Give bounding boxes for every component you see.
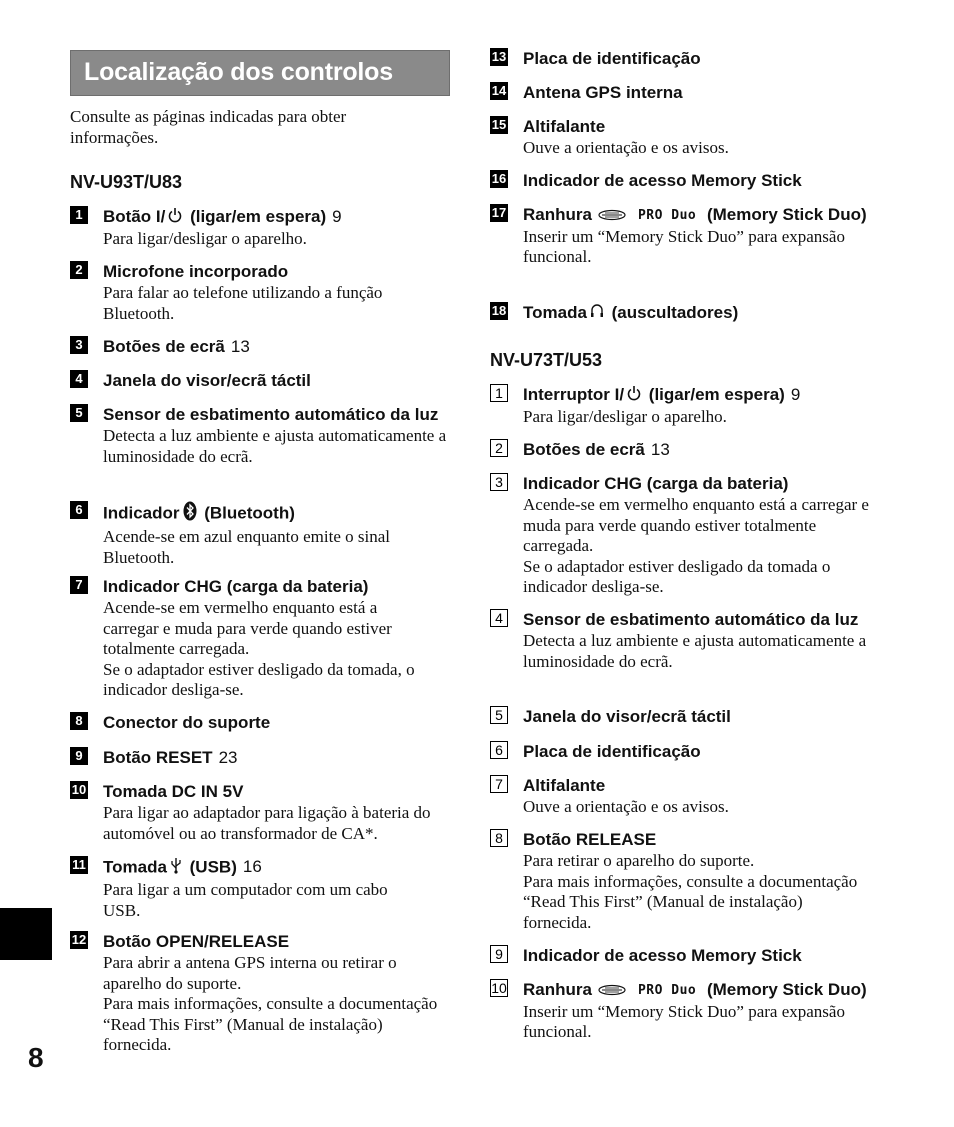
model-a-item-10: 10 Tomada DC IN 5V Para ligar ao adaptador para ligação à bateria do automóvel ou ao transformador de CA*.: [70, 781, 455, 844]
model-a-item-3: 3 Botões de ecrã 13: [70, 336, 420, 358]
item-heading: Botão OPEN/RELEASE: [103, 932, 290, 951]
model-a-item-4: [70, 370, 420, 392]
model-a-item-11: 11 Tomada (USB) 16 Para ligar a um computador com um cabo USB.: [70, 856, 420, 921]
power-icon: [168, 207, 182, 229]
item-number: 15: [491, 117, 507, 132]
item-heading: Placa de identificação: [523, 49, 701, 68]
model-a-item-16: [490, 170, 840, 192]
item-number: 5: [70, 404, 88, 422]
item-heading: Botão RELEASE: [523, 830, 657, 849]
page-ref: 9: [790, 385, 801, 404]
page-ref: 13: [230, 337, 250, 356]
item-heading: Janela do visor/ecrã táctil: [523, 707, 731, 726]
item-heading: Placa de identificação: [523, 742, 701, 761]
model-b-item-6: [490, 741, 840, 763]
section-title: Localização dos controlos: [84, 58, 393, 86]
item-number: 7: [70, 576, 88, 594]
bluetooth-icon: [183, 501, 197, 527]
model-a-title: NV-U93T/U83: [70, 172, 183, 192]
pro-duo-logo: PRO Duo: [637, 207, 697, 223]
pro-duo-logo: PRO Duo: [637, 982, 697, 998]
model-b-item-2: 2 Botões de ecrã 13: [490, 439, 840, 461]
section-title-bar: [70, 50, 450, 96]
item-heading: Indicador de acesso Memory Stick: [523, 946, 802, 965]
item-number: 2: [490, 439, 508, 457]
model-b-item-10: 10 Ranhura PRO Duo (Memory Stick Duo) Inserir um “Memory Stick Duo” para expansão funcional.: [491, 980, 867, 1042]
item-number: 4: [70, 370, 88, 388]
item-heading: Indicador CHG (carga da bateria): [523, 474, 789, 493]
page-ref: 23: [218, 748, 238, 767]
item-heading: Altifalante: [523, 117, 606, 136]
model-a-item-6: 6 Indicador (Bluetooth) Acende-se em azul enquanto emite o sinal Bluetooth.: [70, 501, 420, 568]
item-heading: Sensor de esbatimento automático da luz: [103, 405, 439, 424]
item-number: 9: [70, 747, 88, 765]
page-number: 8: [28, 1042, 44, 1073]
model-a-item-17: 17 Ranhura PRO Duo (Memory Stick Duo) Inserir um “Memory Stick Duo” para expansão funcional.: [491, 205, 867, 267]
item-number: 3: [70, 336, 88, 354]
item-number: 8: [490, 829, 508, 847]
model-a-item-13: [490, 48, 840, 70]
item-heading: Tomada DC IN 5V: [103, 782, 244, 801]
item-number: 12: [71, 932, 87, 947]
item-heading: Microfone incorporado: [103, 262, 289, 281]
page-ref: 13: [650, 440, 670, 459]
intro-text: Consulte as páginas indicadas para obter informações.: [70, 107, 347, 147]
item-number: 16: [491, 171, 507, 186]
item-number: 17: [491, 205, 507, 220]
power-icon: [627, 385, 641, 407]
item-number: 18: [491, 303, 507, 318]
item-number: 11: [70, 856, 88, 874]
memory-stick-icon: [598, 980, 626, 1002]
model-a-item-8: [70, 712, 420, 734]
model-a-item-9: 9 Botão RESET 23: [70, 747, 420, 769]
item-number: 13: [491, 49, 507, 64]
headphones-icon: [590, 303, 604, 325]
item-number: 9: [490, 945, 508, 963]
model-a-item-5: 5 Sensor de esbatimento automático da luz Detecta a luz ambiente e ajusta automaticamente a luminosidade do ecrã.: [70, 404, 455, 467]
model-b-item-9: [490, 945, 840, 967]
item-number: 6: [490, 741, 508, 759]
model-b-title: NV-U73T/U53: [490, 350, 603, 370]
section-tab-marker: [0, 908, 52, 960]
item-number: 1: [70, 206, 88, 224]
item-heading: Indicador de acesso Memory Stick: [523, 171, 802, 190]
model-b-item-3: 3 Indicador CHG (carga da bateria) Acende-se em vermelho enquanto está a carregar e muda para verde quando estiver totalmente carregada. Se o adaptador estiver desligado da tomada o indicador desliga-se.: [490, 473, 875, 598]
item-number: 5: [490, 706, 508, 724]
model-a-item-18: 18 Tomada (auscultadores): [490, 302, 840, 325]
model-a-item-12: 12 Botão OPEN/RELEASE Para abrir a antena GPS interna ou retirar o aparelho do suporte. Para mais informações, consulte a documentação “Read This First” (Manual de instalação) fornecida.: [70, 931, 455, 1056]
model-b-item-5: [490, 706, 840, 728]
model-a-item-1: 1 Botão I/ (ligar/em espera) 9 Para ligar/desligar o aparelho.: [70, 206, 420, 249]
item-heading: Janela do visor/ecrã táctil: [103, 371, 311, 390]
item-number: 8: [70, 712, 88, 730]
item-number: 6: [70, 501, 88, 519]
item-number: 7: [490, 775, 508, 793]
model-b-item-4: 4 Sensor de esbatimento automático da luz Detecta a luz ambiente e ajusta automaticamente a luminosidade do ecrã.: [490, 609, 875, 672]
model-b-item-1: 1 Interruptor I/ (ligar/em espera) 9 Para ligar/desligar o aparelho.: [490, 384, 840, 427]
item-number: 3: [490, 473, 508, 491]
item-number: 10: [71, 782, 87, 797]
memory-stick-icon: [598, 205, 626, 227]
page-ref: 16: [242, 857, 262, 877]
item-number: 2: [70, 261, 88, 279]
item-number: 1: [490, 384, 508, 402]
item-number: 4: [490, 609, 508, 627]
item-heading: Conector do suporte: [103, 713, 271, 732]
item-heading: Sensor de esbatimento automático da luz: [523, 610, 859, 629]
item-heading: Antena GPS interna: [523, 83, 683, 102]
model-a-item-15: 15 Altifalante Ouve a orientação e os avisos.: [490, 116, 840, 159]
item-heading: Altifalante: [523, 776, 606, 795]
item-number: 10: [491, 980, 507, 996]
page-ref: 9: [332, 207, 342, 226]
item-number: 14: [491, 83, 507, 98]
model-a-item-2: 2 Microfone incorporado Para falar ao telefone utilizando a função Bluetooth.: [70, 261, 420, 324]
model-b-item-7: 7 Altifalante Ouve a orientação e os avisos.: [490, 775, 840, 818]
model-a-item-7: 7 Indicador CHG (carga da bateria) Acende-se em vermelho enquanto está a carregar e muda para verde quando estiver totalmente carregada. Se o adaptador estiver desligado da tomada, o indicador desliga-se.: [70, 576, 420, 701]
usb-icon: [170, 856, 182, 880]
model-b-item-8: 8 Botão RELEASE Para retirar o aparelho do suporte. Para mais informações, consulte a documentação “Read This First” (Manual de instalação) fornecida.: [490, 829, 875, 933]
model-a-item-14: [490, 82, 840, 104]
item-heading: Indicador CHG (carga da bateria): [103, 577, 369, 596]
